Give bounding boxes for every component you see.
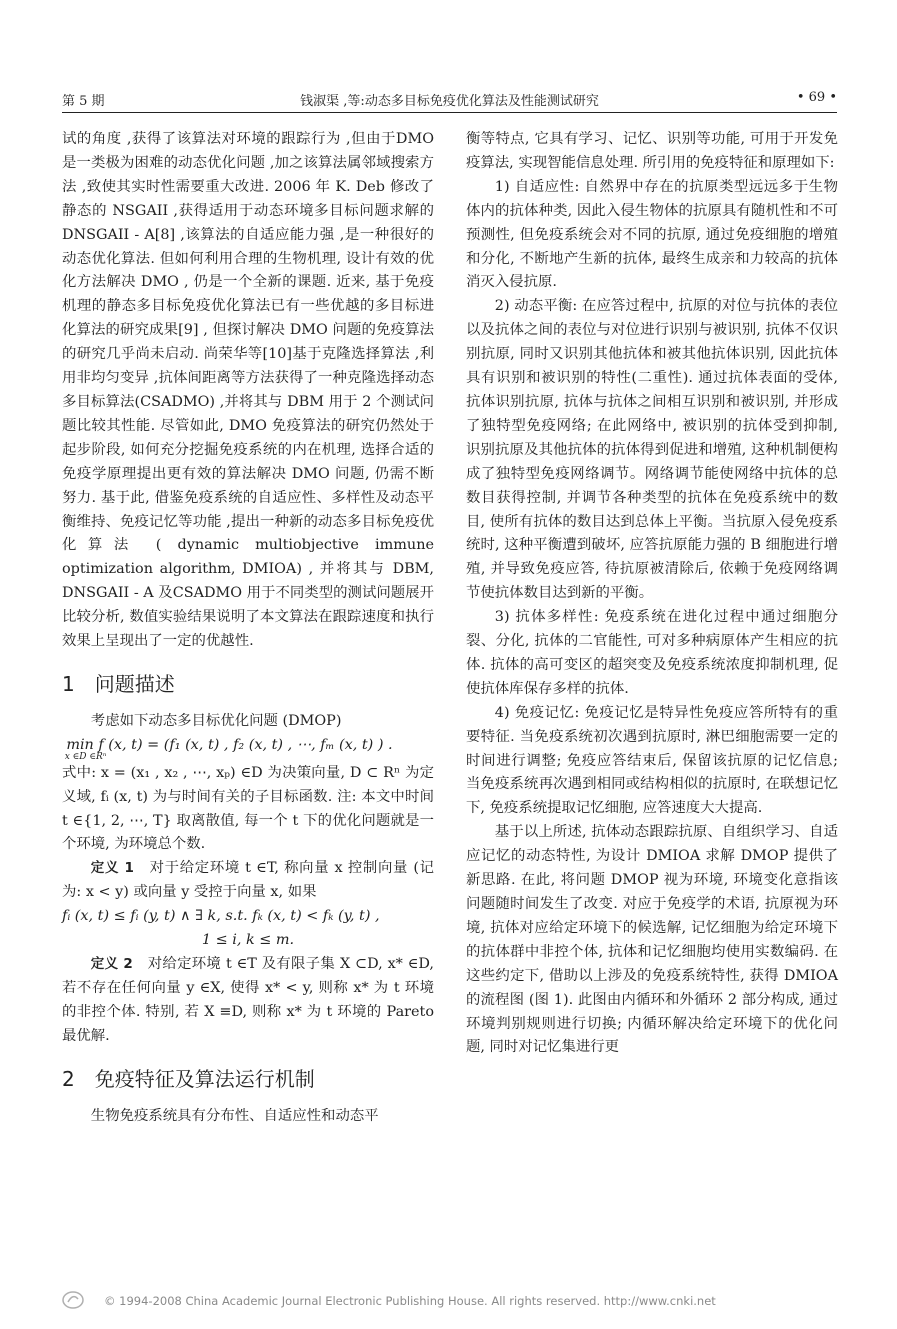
definition-1 [62, 857, 434, 905]
section-heading-2: 2 免疫特征及算法运行机制 [62, 1066, 315, 1091]
paragraph: 衡等特点, 它具有学习、记忆、识别等功能, 可用于开发免疫算法, 实现智能信息处理. 所引用的免疫特征和原理如下: [466, 131, 838, 171]
paragraph: 基于以上所述, 抗体动态跟踪抗原、自组织学习、自适应记忆的动态特性, 为设计 DMIOA 求解 DMOP 提供了新思路. 在此, 将问题 DMOP 视为环境, 环境变化意指该问题随时间发生了改变. 对应于免疫学的术语, 抗原视为环境, 抗体对应给定环境下的候选解, 记忆细胞为给定环境下的抗体群中非控个体, 抗体和记忆细胞均使用实数编码. 在这些约定下, 借助以上涉及的免疫系统特性, 获得 DMIOA 的流程图 (图 1). 此图由内循环和外循环 2 部分构成, 通过环境判别规则进行切换; 内循环解决给定环境下的优化问题, 同时对记忆集进行更 [466, 824, 838, 1056]
running-header [62, 90, 837, 110]
equation-dmop: min f (x, t) = (f₁ (x, t) , f₂ (x, t) , ⋯, fₘ (x, t) ) . [66, 736, 393, 753]
paragraph: 4) 免疫记忆: 免疫记忆是特异性免疫应答所特有的重要特征. 当免疫系统初次遇到抗原时, 淋巴细胞需要一定的时间进行调整; 免疫应答结束后, 保留该抗原的记忆信息; 当免疫系统再次遇到相同或结构相似的抗原时, 在联想记忆下, 免疫系统提取记忆细胞, 应答速度大大提高. [466, 704, 838, 817]
equation-range: 1 ≤ i, k ≤ m. [201, 932, 295, 949]
equation-dominance: fᵢ (x, t) ≤ fᵢ (y, t) ∧ ∃ k, s.t. fₖ (x, t) < fₖ (y, t) , [62, 908, 380, 925]
definition-label: 定义 1 [90, 860, 134, 877]
paragraph: 生物免疫系统具有分布性、自适应性和动态平 [90, 1107, 379, 1124]
definition-text: 对于给定环境 t ∈T, 称向量 x 控制向量 (记为: x < y) 或向量 y 受控于向量 x, 如果 [62, 860, 434, 901]
definition-text: 对给定环境 t ∈T 及有限子集 X ⊂D, x* ∈D, 若不存在任何向量 y ∈X, 使得 x* < y, 则称 x* 为 t 环境的非控个体. 特别, 若 X ≡D, 则称 x* 为 t 环境的 Pareto 最优解. [62, 956, 434, 1044]
page-number: • 69 • [796, 90, 837, 105]
right-column [466, 128, 838, 1060]
header-rule [62, 112, 837, 113]
running-title: 钱淑渠 ,等:动态多目标免疫优化算法及性能测试研究 [300, 94, 599, 109]
paragraph: 3) 抗体多样性: 免疫系统在进化过程中通过细胞分裂、分化, 抗体的二官能性, 可对多种病原体产生相应的抗体. 抗体的高可变区的超突变及免疫系统浓度抑制机理, 促使抗体库保存多样的抗体. [466, 609, 838, 697]
paragraph: 考虑如下动态多目标优化问题 (DMOP) [90, 712, 342, 729]
footer [62, 1290, 837, 1314]
section-heading-1: 1 问题描述 [62, 671, 175, 696]
copyright-text: © 1994-2008 China Academic Journal Electronic Publishing House. All rights reserved. http://www.cnki.net [104, 1294, 716, 1308]
paragraph: 2) 动态平衡: 在应答过程中, 抗原的对位与抗体的表位以及抗体之间的表位与对位进行识别与被识别, 抗体不仅识别抗原, 同时又识别其他抗体和被其他抗体识别, 因此抗体具有识别和被识别的特性(二重性). 通过抗体表面的受体, 抗体识别抗原, 抗体与抗体之间相互识别和被识别, 并形成了独特型免疫网络; 在此网络中, 被识别的抗体受到抑制, 识别抗原及其他抗体的抗体得到促进和增殖, 这种机制便构成了独特型免疫网络调节。网络调节能使网络中抗体的总数目获得控制, 并调节各种类型的抗体在免疫系统中的数目, 使所有抗体的数目达到总体上平衡。当抗原入侵免疫系统时, 这种平衡遭到破坏, 应答抗原能力强的 B 细胞进行增殖, 并导致免疫应答, 待抗原被清除后, 依赖于免疫网络调节使抗体数目达到新的平衡。 [466, 298, 838, 602]
issue-number: 第 5 期 [62, 94, 105, 109]
cnki-logo-icon [62, 1290, 84, 1310]
definition-2 [62, 953, 434, 1049]
paragraph: 1) 自适应性: 自然界中存在的抗原类型远远多于生物体内的抗体种类, 因此入侵生物体的抗原具有随机性和不可预测性, 但免疫系统会对不同的抗原, 通过免疫细胞的增殖和分化, 不断地产生新的抗体, 最终生成亲和力较高的抗体消灭入侵抗原. [466, 178, 838, 291]
definition-label: 定义 2 [90, 956, 133, 972]
left-column [62, 128, 434, 1129]
paragraph: 式中: x = (x₁ , x₂ , ⋯, xₚ) ∈D 为决策向量, D ⊂ Rⁿ 为定义域, fᵢ (x, t) 为与时间有关的子目标函数. 注: 本文中时间 t ∈{1, 2, ⋯, T} 取离散值, 每一个 t 下的优化问题就是一个环境, 为环境总个数. [62, 764, 434, 853]
equation-subscript: x ∈D ∈Rⁿ [64, 751, 107, 762]
paragraph: 试的角度 ,获得了该算法对环境的跟踪行为 ,但由于DMO 是一类极为困难的动态优化问题 ,加之该算法属邻域搜索方法 ,致使其实时性需要重大改进. 2006 年 K. Deb 修改了静态的 NSGAII ,获得适用于动态环境多目标问题求解的 DNSGAII - A[8] ,该算法的自适应能力强 ,是一种很好的动态优化算法. 但如何利用合理的生物机理, 设计有效的优化方法解决 DMO , 仍是一个全新的课题. 近来, 基于免疫机理的静态多目标免疫优化算法已有一些优越的多目标进化算法的研究成果[9] , 但探讨解决 DMO 问题的免疫算法的研究几乎尚未启动. 尚荣华等[10]基于克隆选择算法 ,利用非均匀变异 ,抗体间距离等方法获得了一种克隆选择动态多目标算法(CSADMO) ,并将其与 DBM 用于 2 个测试问题比较其性能. 尽管如此, DMO 免疫算法的研究仍然处于起步阶段, 如何充分挖掘免疫系统的内在机理, 选择合适的免疫学原理提出更有效的算法解决 DMO 问题, 仍需不断努力. 基于此, 借鉴免疫系统的自适应性、多样性及动态平衡维持、免疫记忆等功能 ,提出一种新的动态多目标免疫优化算法 ( dynamic multiobjective immune optimization algorithm, DMIOA) , 并将其与 DBM, DNSGAII - A 及CSADMO 用于不同类型的测试问题展开比较分析, 数值实验结果说明了本文算法在跟踪速度和执行效果上呈现出了一定的优越性. [62, 131, 434, 650]
